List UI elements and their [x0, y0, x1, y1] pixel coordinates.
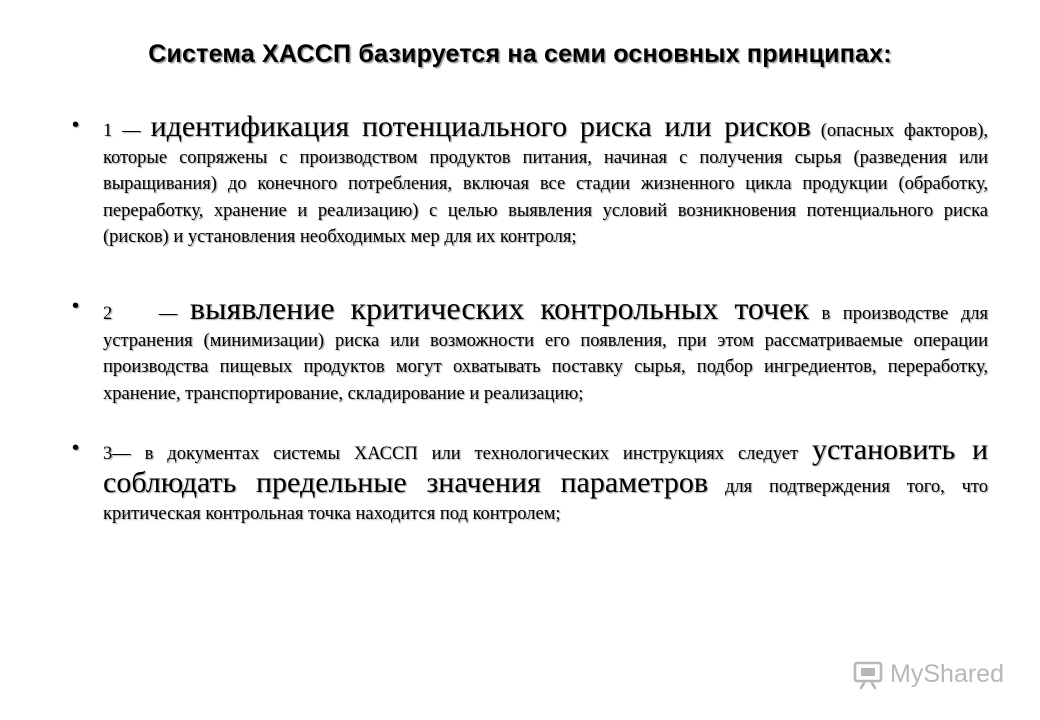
- bullet: •: [72, 114, 80, 136]
- item-text: в производстве для устранения (минимизации) риска или возможности его появления, при этом рассматриваемые операции производства пищевых продуктов могут охватывать поставку сырья, подбор ингредиентов, переработку, хранение, транспортирование, складирование и реализацию;: [103, 303, 989, 404]
- item-number: 3—: [103, 444, 131, 465]
- slide-title: Система ХАССП базируется на семи основных принципах:: [148, 40, 892, 68]
- principles-list: [72, 112, 988, 527]
- item-number: 2 —: [103, 303, 178, 324]
- item-text-before: в документах системы ХАССП или технологических инструкциях следует: [144, 444, 799, 465]
- item-emphasis: выявление критических контрольных точек: [189, 289, 809, 326]
- list-item: [72, 112, 988, 251]
- list-item: [72, 289, 989, 407]
- list-item: [72, 435, 988, 527]
- item-number: 1 —: [103, 121, 141, 141]
- bullet: •: [72, 294, 80, 317]
- item-text: (опасных факторов), которые сопряжены с производством продуктов питания, начиная с получения сырья (разведения или выращивания) до конечного потребления, включая все стадии жизненного цикла продукции (обработку, переработку, хранение и реализацию) с целью выявления условий возникновения потенциального риска (рисков) и установления необходимых мер для их контроля;: [103, 121, 988, 248]
- bullet: •: [72, 437, 80, 460]
- mysharing-presentation-icon: [852, 658, 884, 690]
- watermark-text: MyShared: [890, 659, 1004, 688]
- item-emphasis: идентификация потенциального риска или рисков: [150, 110, 811, 143]
- watermark: [852, 658, 1004, 690]
- item-text: для подтверждения того, что критическая контрольная точка находится под контролем;: [103, 476, 989, 524]
- item-emphasis: установить и соблюдать предельные значения параметров: [103, 433, 989, 499]
